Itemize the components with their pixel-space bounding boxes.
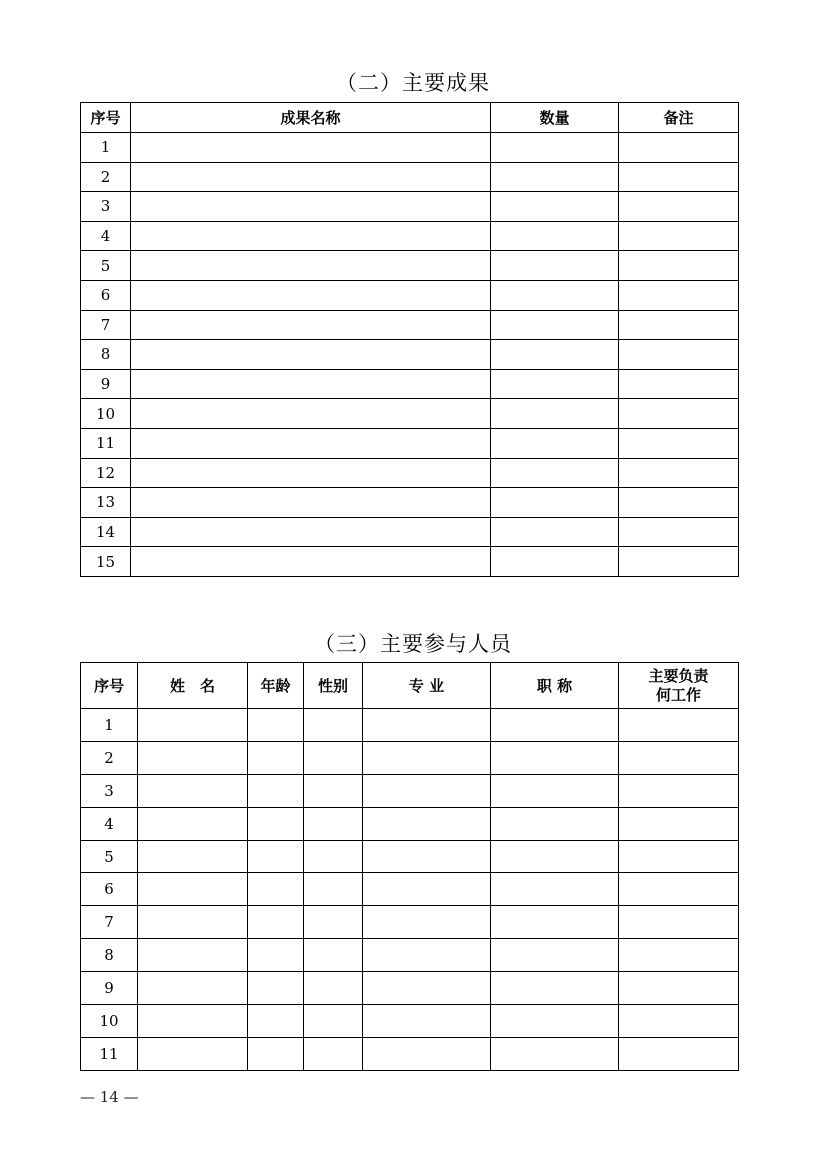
major-cell[interactable] — [363, 840, 491, 873]
row-index: 9 — [81, 972, 138, 1005]
staff-header-row — [81, 663, 739, 709]
result-name-cell[interactable] — [131, 458, 491, 488]
staff-header-index: 序号 — [81, 663, 138, 709]
gender-cell[interactable] — [304, 873, 363, 906]
gender-cell[interactable] — [304, 1005, 363, 1038]
staff-header-gender: 性别 — [304, 663, 363, 709]
title-cell[interactable] — [491, 972, 619, 1005]
title-cell[interactable] — [491, 939, 619, 972]
row-index: 10 — [81, 399, 131, 429]
gender-cell[interactable] — [304, 807, 363, 840]
table-row — [81, 1005, 739, 1038]
result-name-cell[interactable] — [131, 192, 491, 222]
remarks-cell[interactable] — [619, 517, 739, 547]
row-index: 3 — [81, 192, 131, 222]
quantity-cell[interactable] — [491, 280, 619, 310]
table-row — [81, 428, 739, 458]
quantity-cell[interactable] — [491, 458, 619, 488]
table-row — [81, 221, 739, 251]
age-cell[interactable] — [248, 807, 304, 840]
name-cell[interactable] — [138, 873, 248, 906]
remarks-cell[interactable] — [619, 162, 739, 192]
quantity-cell[interactable] — [491, 162, 619, 192]
remarks-cell[interactable] — [619, 488, 739, 518]
results-header-name: 成果名称 — [131, 103, 491, 133]
results-table — [80, 102, 739, 577]
table-row — [81, 873, 739, 906]
major-cell[interactable] — [363, 873, 491, 906]
staff-table — [80, 662, 739, 1071]
row-index: 4 — [81, 807, 138, 840]
responsibility-cell[interactable] — [619, 906, 739, 939]
result-name-cell[interactable] — [131, 251, 491, 281]
remarks-cell[interactable] — [619, 133, 739, 163]
quantity-cell[interactable] — [491, 488, 619, 518]
gender-cell[interactable] — [304, 906, 363, 939]
table-row — [81, 906, 739, 939]
responsibility-cell[interactable] — [619, 840, 739, 873]
age-cell[interactable] — [248, 741, 304, 774]
major-cell[interactable] — [363, 774, 491, 807]
age-cell[interactable] — [248, 1005, 304, 1038]
quantity-cell[interactable] — [491, 547, 619, 577]
result-name-cell[interactable] — [131, 369, 491, 399]
table-row — [81, 807, 739, 840]
row-index: 14 — [81, 517, 131, 547]
quantity-cell[interactable] — [491, 133, 619, 163]
major-cell[interactable] — [363, 709, 491, 742]
quantity-cell[interactable] — [491, 399, 619, 429]
result-name-cell[interactable] — [131, 310, 491, 340]
table-row — [81, 162, 739, 192]
name-cell[interactable] — [138, 807, 248, 840]
quantity-cell[interactable] — [491, 369, 619, 399]
remarks-cell[interactable] — [619, 458, 739, 488]
row-index: 8 — [81, 939, 138, 972]
quantity-cell[interactable] — [491, 221, 619, 251]
table-row — [81, 488, 739, 518]
results-section-title: （二）主要成果 — [336, 71, 490, 95]
staff-header-responsibility — [619, 663, 739, 709]
major-cell[interactable] — [363, 1005, 491, 1038]
age-cell[interactable] — [248, 972, 304, 1005]
age-cell[interactable] — [248, 840, 304, 873]
quantity-cell[interactable] — [491, 517, 619, 547]
table-row — [81, 369, 739, 399]
results-header-quantity: 数量 — [491, 103, 619, 133]
result-name-cell[interactable] — [131, 340, 491, 370]
responsibility-cell[interactable] — [619, 873, 739, 906]
row-index: 5 — [81, 251, 131, 281]
title-cell[interactable] — [491, 709, 619, 742]
staff-header-age: 年龄 — [248, 663, 304, 709]
gender-cell[interactable] — [304, 972, 363, 1005]
gender-cell[interactable] — [304, 939, 363, 972]
title-cell[interactable] — [491, 774, 619, 807]
table-row — [81, 939, 739, 972]
remarks-cell[interactable] — [619, 428, 739, 458]
name-cell[interactable] — [138, 774, 248, 807]
results-header-row — [81, 103, 739, 133]
row-index: 6 — [81, 280, 131, 310]
remarks-cell[interactable] — [619, 280, 739, 310]
name-cell[interactable] — [138, 709, 248, 742]
responsibility-cell[interactable] — [619, 774, 739, 807]
age-cell[interactable] — [248, 709, 304, 742]
result-name-cell[interactable] — [131, 221, 491, 251]
result-name-cell[interactable] — [131, 547, 491, 577]
responsibility-cell[interactable] — [619, 939, 739, 972]
gender-cell[interactable] — [304, 774, 363, 807]
table-row — [81, 280, 739, 310]
name-cell[interactable] — [138, 1037, 248, 1070]
major-cell[interactable] — [363, 906, 491, 939]
major-cell[interactable] — [363, 1037, 491, 1070]
results-header-remarks: 备注 — [619, 103, 739, 133]
staff-section-title: （三）主要参与人员 — [314, 632, 512, 656]
responsibility-cell[interactable] — [619, 1005, 739, 1038]
remarks-cell[interactable] — [619, 547, 739, 577]
gender-cell[interactable] — [304, 709, 363, 742]
row-index: 12 — [81, 458, 131, 488]
table-row — [81, 709, 739, 742]
result-name-cell[interactable] — [131, 133, 491, 163]
result-name-cell[interactable] — [131, 162, 491, 192]
table-row — [81, 547, 739, 577]
row-index: 1 — [81, 133, 131, 163]
results-header-index: 序号 — [81, 103, 131, 133]
table-row — [81, 399, 739, 429]
row-index: 1 — [81, 709, 138, 742]
row-index: 7 — [81, 310, 131, 340]
gender-cell[interactable] — [304, 1037, 363, 1070]
remarks-cell[interactable] — [619, 221, 739, 251]
result-name-cell[interactable] — [131, 517, 491, 547]
table-row — [81, 133, 739, 163]
staff-header-responsibility-line2: 何工作 — [655, 685, 701, 704]
result-name-cell[interactable] — [131, 428, 491, 458]
table-row — [81, 972, 739, 1005]
table-row — [81, 310, 739, 340]
title-cell[interactable] — [491, 807, 619, 840]
remarks-cell[interactable] — [619, 192, 739, 222]
row-index: 6 — [81, 873, 138, 906]
quantity-cell[interactable] — [491, 310, 619, 340]
major-cell[interactable] — [363, 939, 491, 972]
remarks-cell[interactable] — [619, 251, 739, 281]
gender-cell[interactable] — [304, 741, 363, 774]
responsibility-cell[interactable] — [619, 972, 739, 1005]
result-name-cell[interactable] — [131, 488, 491, 518]
row-index: 10 — [81, 1005, 138, 1038]
row-index: 11 — [81, 428, 131, 458]
age-cell[interactable] — [248, 774, 304, 807]
page-number: — 14 — — [80, 1088, 139, 1106]
remarks-cell[interactable] — [619, 340, 739, 370]
table-row — [81, 251, 739, 281]
table-row — [81, 840, 739, 873]
row-index: 15 — [81, 547, 131, 577]
table-row — [81, 774, 739, 807]
title-cell[interactable] — [491, 1037, 619, 1070]
gender-cell[interactable] — [304, 840, 363, 873]
responsibility-cell[interactable] — [619, 709, 739, 742]
name-cell[interactable] — [138, 840, 248, 873]
major-cell[interactable] — [363, 807, 491, 840]
row-index: 9 — [81, 369, 131, 399]
name-cell[interactable] — [138, 972, 248, 1005]
responsibility-cell[interactable] — [619, 1037, 739, 1070]
table-row — [81, 458, 739, 488]
title-cell[interactable] — [491, 741, 619, 774]
row-index: 2 — [81, 162, 131, 192]
staff-header-title: 职 称 — [491, 663, 619, 709]
staff-header-name: 姓 名 — [138, 663, 248, 709]
table-row — [81, 192, 739, 222]
title-cell[interactable] — [491, 840, 619, 873]
table-row — [81, 1037, 739, 1070]
row-index: 8 — [81, 340, 131, 370]
title-cell[interactable] — [491, 873, 619, 906]
title-cell[interactable] — [491, 1005, 619, 1038]
row-index: 4 — [81, 221, 131, 251]
table-row — [81, 517, 739, 547]
remarks-cell[interactable] — [619, 369, 739, 399]
age-cell[interactable] — [248, 906, 304, 939]
name-cell[interactable] — [138, 741, 248, 774]
title-cell[interactable] — [491, 906, 619, 939]
major-cell[interactable] — [363, 972, 491, 1005]
row-index: 3 — [81, 774, 138, 807]
result-name-cell[interactable] — [131, 280, 491, 310]
major-cell[interactable] — [363, 741, 491, 774]
quantity-cell[interactable] — [491, 428, 619, 458]
row-index: 7 — [81, 906, 138, 939]
row-index: 5 — [81, 840, 138, 873]
row-index: 11 — [81, 1037, 138, 1070]
result-name-cell[interactable] — [131, 399, 491, 429]
row-index: 13 — [81, 488, 131, 518]
staff-header-responsibility-line1: 主要负责 — [648, 666, 709, 685]
remarks-cell[interactable] — [619, 399, 739, 429]
staff-header-major: 专 业 — [363, 663, 491, 709]
responsibility-cell[interactable] — [619, 741, 739, 774]
age-cell[interactable] — [248, 1037, 304, 1070]
table-row — [81, 340, 739, 370]
age-cell[interactable] — [248, 939, 304, 972]
row-index: 2 — [81, 741, 138, 774]
name-cell[interactable] — [138, 906, 248, 939]
name-cell[interactable] — [138, 939, 248, 972]
quantity-cell[interactable] — [491, 251, 619, 281]
quantity-cell[interactable] — [491, 340, 619, 370]
quantity-cell[interactable] — [491, 192, 619, 222]
name-cell[interactable] — [138, 1005, 248, 1038]
table-row — [81, 741, 739, 774]
responsibility-cell[interactable] — [619, 807, 739, 840]
age-cell[interactable] — [248, 873, 304, 906]
remarks-cell[interactable] — [619, 310, 739, 340]
